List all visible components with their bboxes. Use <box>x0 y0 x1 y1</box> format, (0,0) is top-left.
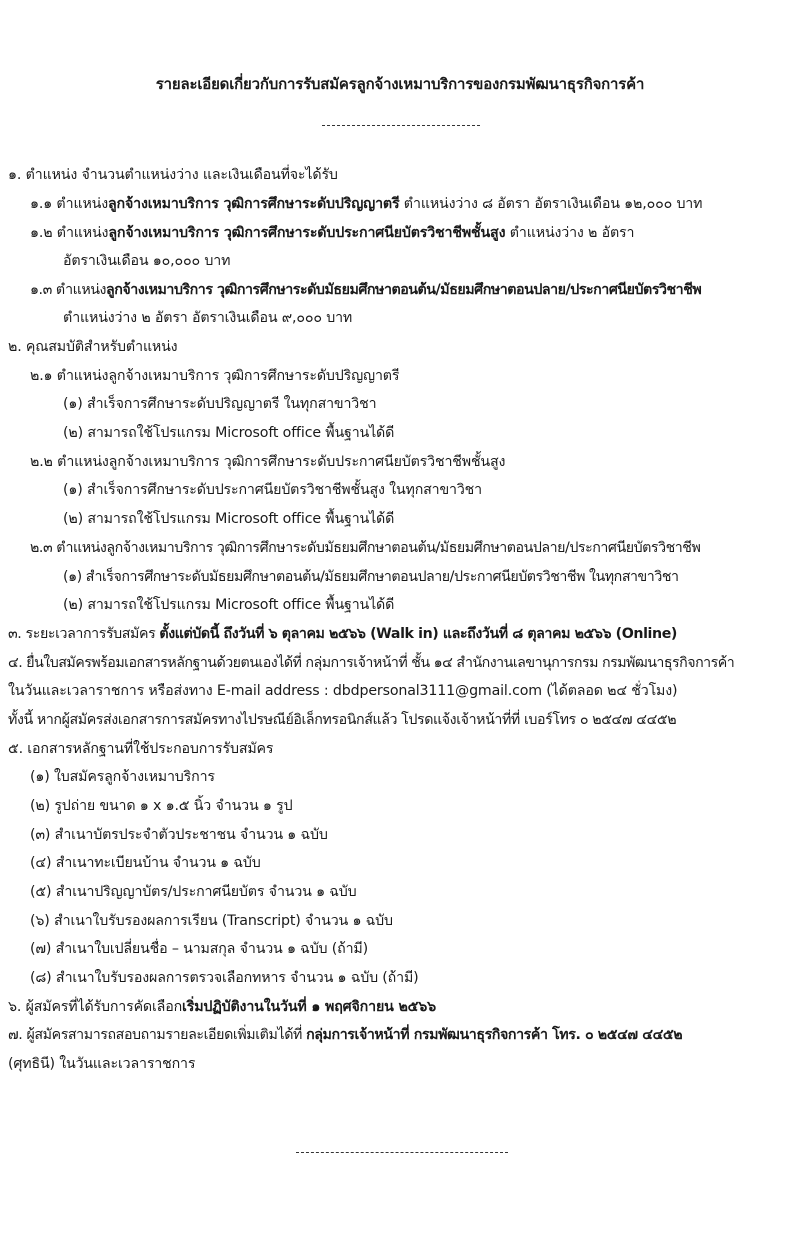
document-item: (๕) สำเนาปริญญาบัตร/ประกาศนียบัตร จำนวน ๑ ฉบับ <box>30 884 357 900</box>
section-1-item-2: ๑.๒ ตำแหน่งลูกจ้างเหมาบริการ วุฒิการศึกษาระดับประกาศนียบัตรวิชาชีพชั้นสูง ตำแหน่งว่าง ๒ อัตรา <box>30 225 635 241</box>
section-3-application-period: ๓. ระยะเวลาการรับสมัคร ตั้งแต่บัดนี้ ถึงวันที่ ๖ ตุลาคม ๒๕๖๖ (Walk in) และถึงวันที่ ๘ ตุลาคม ๒๕๖๖ (Online) <box>8 626 677 642</box>
footer-divider <box>296 1152 508 1153</box>
section-2-2-item-2: (๒) สามารถใช้โปรแกรม Microsoft office พื้นฐานได้ดี <box>63 511 395 527</box>
title-divider <box>322 125 480 126</box>
section-4-line-3: ทั้งนี้ หากผู้สมัครส่งเอกสารการสมัครทางไปรษณีย์อิเล็กทรอนิกส์แล้ว โปรดแจ้งเจ้าหน้าที่ที่ เบอร์โทร ๐ ๒๕๔๗ ๔๔๕๒ <box>8 712 677 728</box>
section-1-item-3: ๑.๓ ตำแหน่งลูกจ้างเหมาบริการ วุฒิการศึกษาระดับมัธยมศึกษาตอนต้น/มัธยมศึกษาตอนปลาย/ประกาศนียบัตรวิชาชีพ <box>30 282 702 298</box>
section-1-item-3-continued: ตำแหน่งว่าง ๒ อัตรา อัตราเงินเดือน ๙,๐๐๐ บาท <box>63 310 353 326</box>
section-7-contact: ๗. ผู้สมัครสามารถสอบถามรายละเอียดเพิ่มเติมได้ที่ กลุ่มการเจ้าหน้าที่ กรมพัฒนาธุรกิจการค้า โทร. ๐ ๒๕๔๗ ๔๔๕๒ <box>8 1027 683 1043</box>
section-1-heading: ๑. ตำแหน่ง จำนวนตำแหน่งว่าง และเงินเดือนที่จะได้รับ <box>8 167 338 183</box>
section-4-line-1: ๔. ยื่นใบสมัครพร้อมเอกสารหลักฐานด้วยตนเองได้ที่ กลุ่มการเจ้าหน้าที่ ชั้น ๑๔ สำนักงานเลขานุการกรม กรมพัฒนาธุรกิจการค้า <box>8 655 735 671</box>
document-title: รายละเอียดเกี่ยวกับการรับสมัครลูกจ้างเหมาบริการของกรมพัฒนาธุรกิจการค้า <box>155 75 645 93</box>
section-5-heading: ๕. เอกสารหลักฐานที่ใช้ประกอบการรับสมัคร <box>8 741 274 757</box>
section-4-line-2: ในวันและเวลาราชการ หรือส่งทาง E-mail address : dbdpersonal3111@gmail.com (ได้ตลอด ๒๔ ชั่วโมง) <box>8 683 678 699</box>
section-2-1-item-2: (๒) สามารถใช้โปรแกรม Microsoft office พื้นฐานได้ดี <box>63 425 395 441</box>
document-item: (๒) รูปถ่าย ขนาด ๑ x ๑.๕ นิ้ว จำนวน ๑ รูป <box>30 798 293 814</box>
section-2-3-item-2: (๒) สามารถใช้โปรแกรม Microsoft office พื้นฐานได้ดี <box>63 597 395 613</box>
section-7-contact-continued: (ศุทธินี) ในวันและเวลาราชการ <box>8 1056 196 1072</box>
document-item: (๖) สำเนาใบรับรองผลการเรียน (Transcript) จำนวน ๑ ฉบับ <box>30 913 393 929</box>
document-item: (๑) ใบสมัครลูกจ้างเหมาบริการ <box>30 769 215 785</box>
document-item: (๔) สำเนาทะเบียนบ้าน จำนวน ๑ ฉบับ <box>30 855 261 871</box>
document-item: (๓) สำเนาบัตรประจำตัวประชาชน จำนวน ๑ ฉบับ <box>30 827 328 843</box>
section-2-1-heading: ๒.๑ ตำแหน่งลูกจ้างเหมาบริการ วุฒิการศึกษาระดับปริญญาตรี <box>30 368 400 384</box>
section-1-item-1: ๑.๑ ตำแหน่งลูกจ้างเหมาบริการ วุฒิการศึกษาระดับปริญญาตรี ตำแหน่งว่าง ๘ อัตรา อัตราเงินเดือน ๑๒,๐๐๐ บาท <box>30 196 703 212</box>
section-2-heading: ๒. คุณสมบัติสำหรับตำแหน่ง <box>8 339 178 355</box>
section-2-2-item-1: (๑) สำเร็จการศึกษาระดับประกาศนียบัตรวิชาชีพชั้นสูง ในทุกสาขาวิชา <box>63 482 482 498</box>
section-2-2-heading: ๒.๒ ตำแหน่งลูกจ้างเหมาบริการ วุฒิการศึกษาระดับประกาศนียบัตรวิชาชีพชั้นสูง <box>30 454 506 470</box>
document-item: (๗) สำเนาใบเปลี่ยนชื่อ – นามสกุล จำนวน ๑ ฉบับ (ถ้ามี) <box>30 941 368 957</box>
section-2-3-heading: ๒.๓ ตำแหน่งลูกจ้างเหมาบริการ วุฒิการศึกษาระดับมัธยมศึกษาตอนต้น/มัธยมศึกษาตอนปลาย/ประกาศนียบัตรวิชาชีพ <box>30 540 701 556</box>
section-2-1-item-1: (๑) สำเร็จการศึกษาระดับปริญญาตรี ในทุกสาขาวิชา <box>63 396 377 412</box>
section-6-start-date: ๖. ผู้สมัครที่ได้รับการคัดเลือกเริ่มปฏิบัติงานในวันที่ ๑ พฤศจิกายน ๒๕๖๖ <box>8 999 436 1015</box>
section-1-item-2-continued: อัตราเงินเดือน ๑๐,๐๐๐ บาท <box>63 253 231 269</box>
document-item: (๘) สำเนาใบรับรองผลการตรวจเลือกทหาร จำนวน ๑ ฉบับ (ถ้ามี) <box>30 970 419 986</box>
section-2-3-item-1: (๑) สำเร็จการศึกษาระดับมัธยมศึกษาตอนต้น/มัธยมศึกษาตอนปลาย/ประกาศนียบัตรวิชาชีพ ในทุกสาขาวิชา <box>63 569 679 585</box>
